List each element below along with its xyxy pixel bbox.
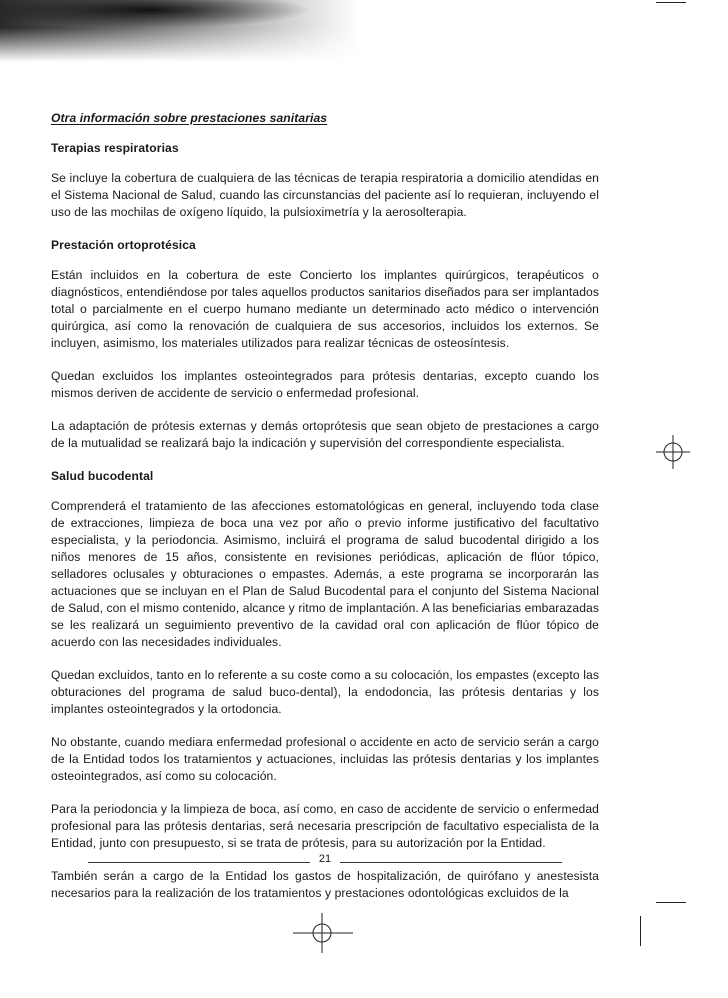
paragraph: Para la periodoncia y la limpieza de boca, así como, en caso de accidente de servicio o enfermedad profesional para las prótesis dentarias, será necesaria prescripción de facultativo especialista de la Entidad, junto con presupuesto, si se trata de prótesis, para su autorización por la Entidad. [51, 802, 599, 850]
paragraph: Están incluidos en la cobertura de este Concierto los implantes quirúrgicos, terapéuticos o diagnósticos, entendiéndose por tales aquellos productos sanitarios diseñados para ser implantados total o parcialmente en el cuerpo humano mediante un determinado acto médico o intervención quirúrgica, así como la renovación de cualquiera de sus accesorios, incluidos los externos. Se incluyen, asimismo, los materiales utilizados para realizar técnicas de osteosíntesis. [51, 268, 599, 350]
subsection-heading: Prestación ortoprotésica [51, 238, 196, 252]
subsection-heading: Terapias respiratorias [51, 141, 179, 155]
crop-mark-right-vertical [640, 916, 641, 946]
footer-rule-right [340, 862, 562, 863]
registration-mark-bottom-icon [293, 913, 353, 953]
footer-rule-left [88, 862, 310, 863]
paragraph: Quedan excluidos, tanto en lo referente a su coste como a su colocación, los empastes (excepto las obturaciones del programa de salud buco-dental), la endodoncia, las prótesis dentarias y los implantes osteointegrados y la ortodoncia. [51, 668, 599, 716]
header-decorative-banner [0, 0, 360, 62]
crop-mark-top-right [656, 2, 686, 3]
paragraph: También serán a cargo de la Entidad los gastos de hospitalización, de quirófano y anestesista necesarios para la realización de los tratamientos y prestaciones odontológicas excluidos de la [51, 869, 599, 900]
paragraph: Comprenderá el tratamiento de las afecciones estomatológicas en general, incluyendo toda clase de extracciones, limpieza de boca una vez por año o previo informe justificativo del facultativo especialista, y la periodoncia. Asimismo, incluirá el programa de salud bucodental dirigido a los niños menores de 15 años, consistente en revisiones periódicas, aplicación de flúor tópico, selladores oclusales y obturaciones o empastes. Además, a este programa se incorporarán las actuaciones que se incluyan en el Plan de Salud Bucodental para el conjunto del Sistema Nacional de Salud, con el mismo contenido, alcance y ritmo de implantación. A las beneficiarias embarazadas se les realizará un seguimiento preventivo de la cavidad oral con aplicación de flúor tópico de acuerdo con las necesidades individuales. [51, 499, 599, 649]
page-content [51, 110, 599, 918]
text-blocks [51, 140, 599, 902]
crop-mark-bottom-right [656, 902, 686, 903]
paragraph: Se incluye la cobertura de cualquiera de las técnicas de terapia respiratoria a domicilio atendidas en el Sistema Nacional de Salud, cuando las circunstancias del paciente así lo requieran, incluyendo el uso de las mochilas de oxígeno líquido, la pulsioximetría y la aerosolterapia. [51, 171, 599, 219]
section-title: Otra información sobre prestaciones sanitarias [51, 111, 328, 125]
registration-mark-right-icon [656, 435, 690, 469]
subsection-heading: Salud bucodental [51, 469, 154, 483]
paragraph: Quedan excluidos los implantes osteointegrados para prótesis dentarias, excepto cuando los mismos deriven de accidente de servicio o enfermedad profesional. [51, 369, 599, 400]
paragraph: No obstante, cuando mediara enfermedad profesional o accidente en acto de servicio serán a cargo de la Entidad todos los tratamientos y actuaciones, incluidas las prótesis dentarias y los implantes osteointegrados, así como su colocación. [51, 735, 599, 783]
page-number: 21 [318, 853, 332, 865]
paragraph: La adaptación de prótesis externas y demás ortoprótesis que sean objeto de prestaciones a cargo de la mutualidad se realizará bajo la indicación y supervisión del correspondiente especialista. [51, 419, 599, 450]
